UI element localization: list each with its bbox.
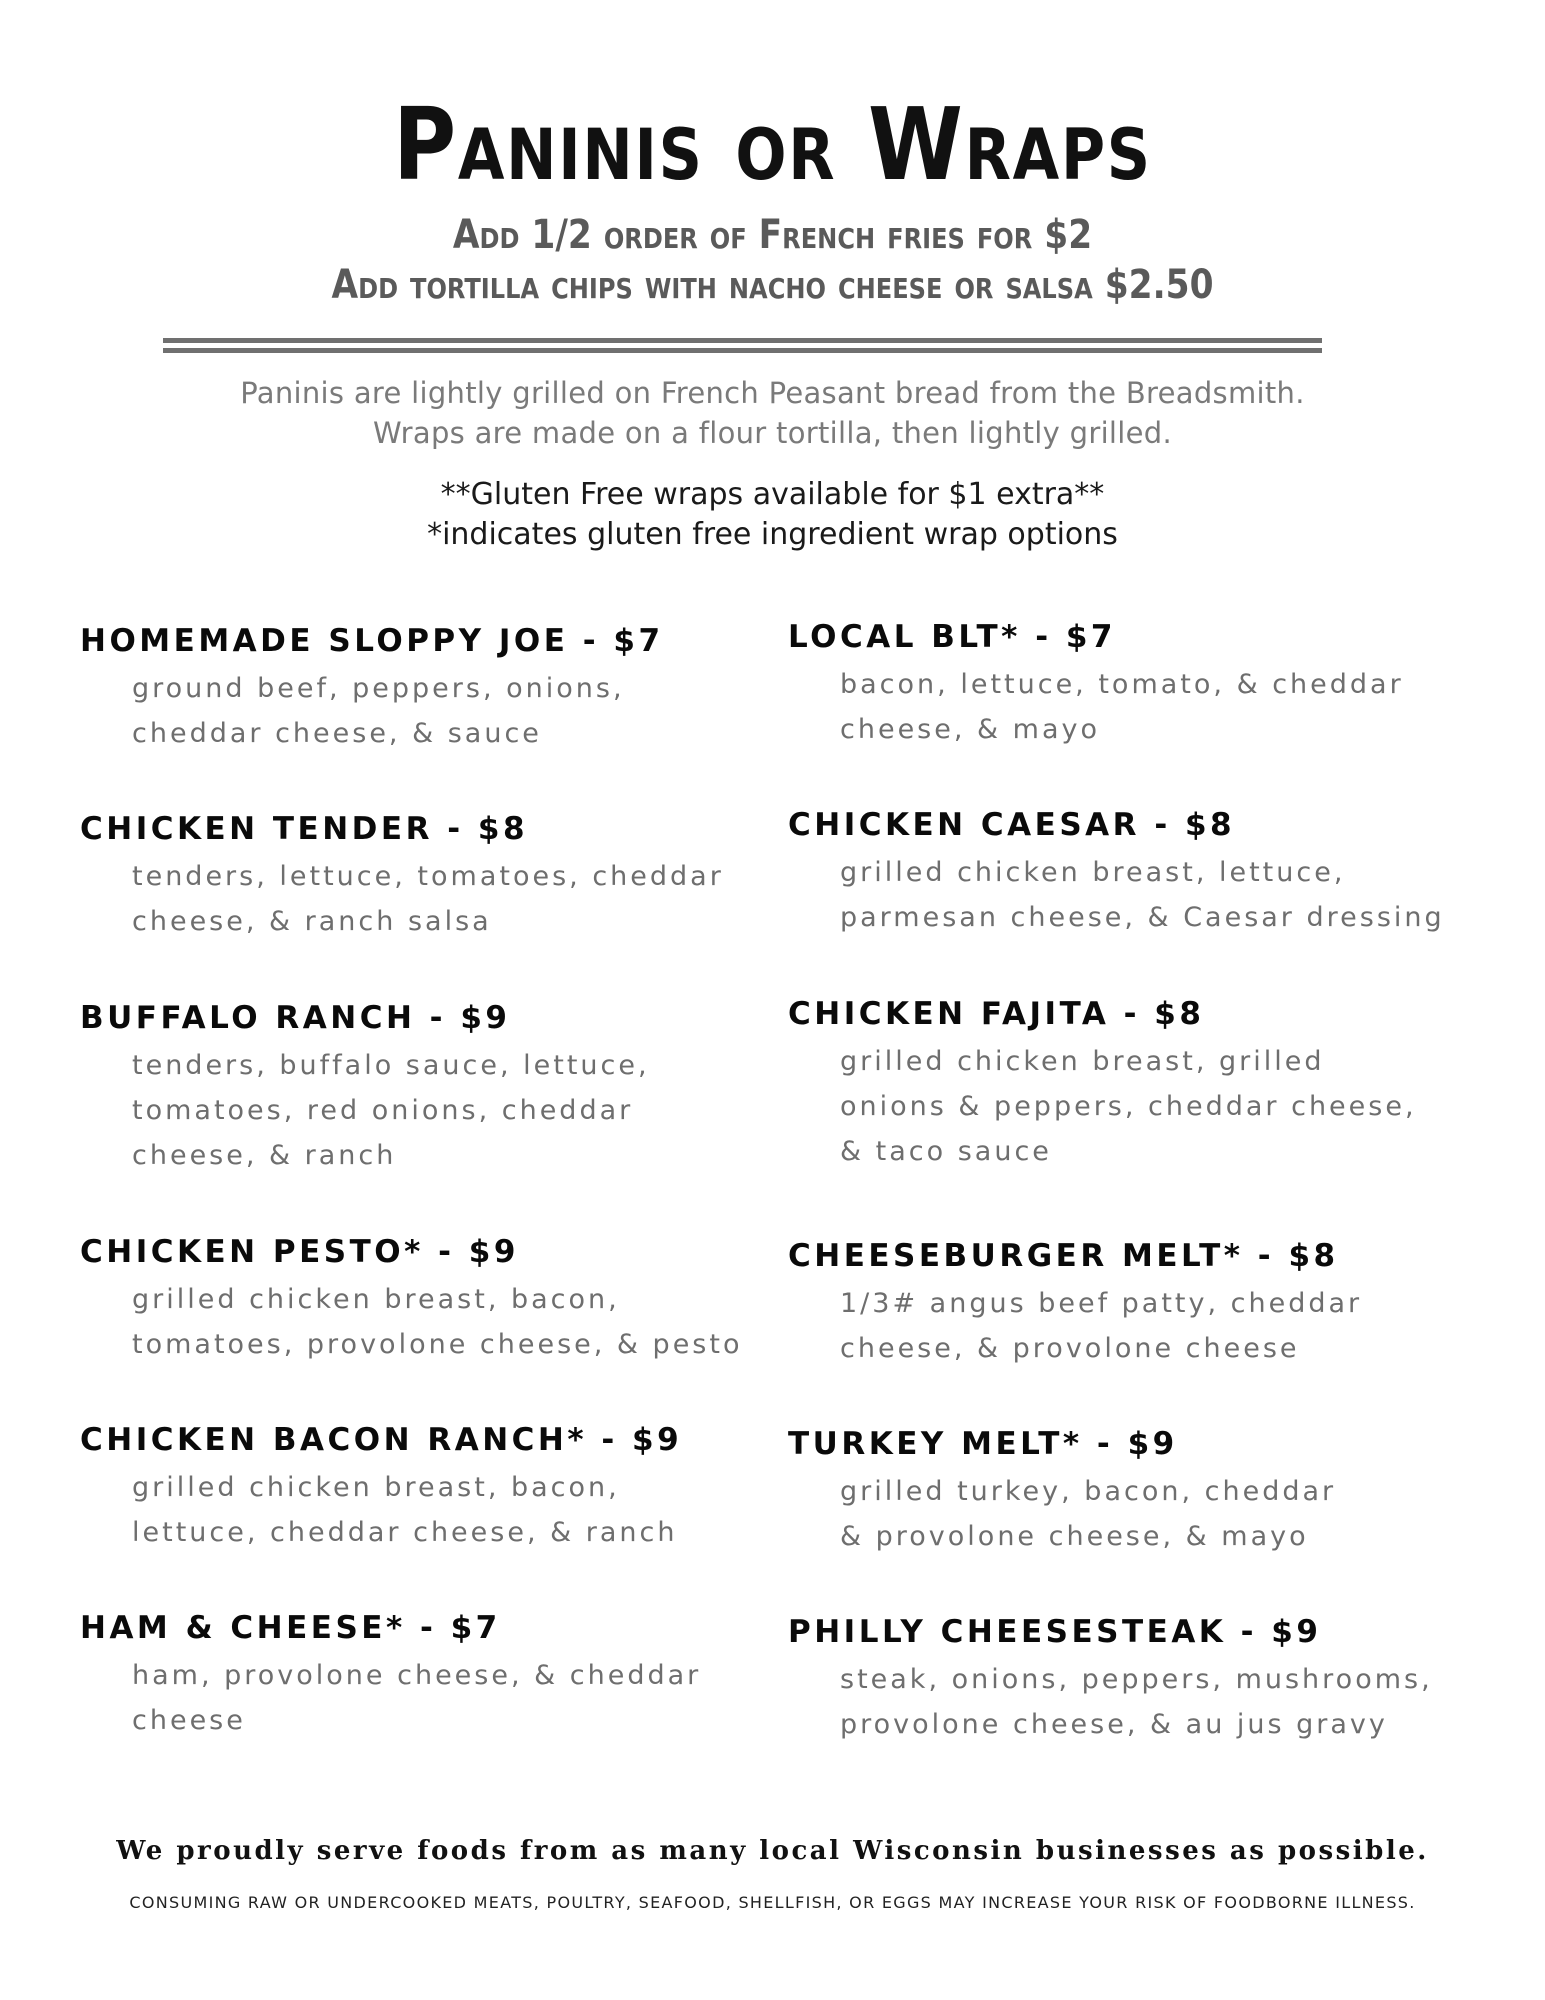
menu-item-chicken-pesto [80, 1231, 800, 1367]
divider-top [163, 338, 1322, 343]
menu-item-description: grilled chicken breast, lettuce, parmesan cheese, & Caesar dressing [840, 857, 1445, 933]
menu-item-title: CHICKEN BACON RANCH* - $9 [80, 1422, 683, 1458]
intro-wrap: Wraps are made on a flour tortilla, then lightly grilled. [372, 416, 1173, 450]
menu-item-title: CHICKEN FAJITA - $8 [788, 996, 1205, 1032]
menu-item-local-blt [788, 616, 1508, 752]
menu-item-description: tenders, buffalo sauce, lettuce, tomatoes, red onions, cheddar cheese, & ranch [132, 1050, 650, 1171]
addon-fries-note: Add 1/2 order of French fries for $2 [452, 212, 1093, 258]
menu-item-title: PHILLY CHEESESTEAK - $9 [788, 1614, 1322, 1650]
menu-item-title: CHICKEN TENDER - $8 [80, 811, 529, 847]
page-title: Paninis or Wraps [393, 86, 1152, 203]
divider-bottom [163, 348, 1322, 353]
menu-item-philly-cheesesteak [788, 1611, 1508, 1747]
gluten-free-legend: *indicates gluten free ingredient wrap options [427, 517, 1118, 552]
menu-item-title: CHEESEBURGER MELT* - $8 [788, 1238, 1339, 1274]
menu-item-chicken-caesar [788, 804, 1508, 940]
menu-item-sloppy-joe [80, 620, 800, 756]
menu-item-description: bacon, lettuce, tomato, & cheddar cheese, & mayo [840, 669, 1404, 745]
menu-item-title: CHICKEN CAESAR - $8 [788, 807, 1236, 843]
menu-item-title: TURKEY MELT* - $9 [788, 1426, 1178, 1462]
menu-item-title: HAM & CHEESE* - $7 [80, 1610, 501, 1646]
addon-chips-note: Add tortilla chips with nacho cheese or salsa $2.50 [331, 262, 1214, 308]
menu-item-chicken-tender [80, 808, 800, 944]
menu-item-description: grilled turkey, bacon, cheddar & provolone cheese, & mayo [840, 1476, 1337, 1552]
menu-item-description: grilled chicken breast, grilled onions & peppers, cheddar cheese, & taco sauce [840, 1046, 1417, 1167]
menu-item-description: grilled chicken breast, bacon, tomatoes, provolone cheese, & pesto [132, 1284, 743, 1360]
menu-item-description: ham, provolone cheese, & cheddar cheese [132, 1660, 702, 1736]
menu-item-title: BUFFALO RANCH - $9 [80, 1000, 511, 1036]
menu-item-title: CHICKEN PESTO* - $9 [80, 1234, 519, 1270]
menu-item-cheeseburger-melt [788, 1235, 1508, 1371]
menu-item-turkey-melt [788, 1423, 1508, 1559]
menu-item-title: HOMEMADE SLOPPY JOE - $7 [80, 623, 664, 659]
menu-item-description: steak, onions, peppers, mushrooms, provolone cheese, & au jus gravy [840, 1664, 1433, 1740]
menu-item-description: tenders, lettuce, tomatoes, cheddar cheese, & ranch salsa [132, 861, 724, 937]
menu-item-ham-cheese [80, 1607, 800, 1743]
menu-item-description: grilled chicken breast, bacon, lettuce, cheddar cheese, & ranch [132, 1472, 678, 1548]
menu-item-chicken-bacon-ranch [80, 1419, 800, 1555]
menu-item-buffalo-ranch [80, 997, 800, 1178]
menu-item-title: LOCAL BLT* - $7 [788, 619, 1116, 655]
menu-item-description: ground beef, peppers, onions, cheddar cheese, & sauce [132, 673, 625, 749]
menu-item-description: 1/3# angus beef patty, cheddar cheese, & provolone cheese [840, 1288, 1363, 1364]
local-sourcing-note: We proudly serve foods from as many local Wisconsin businesses as possible. [116, 1836, 1429, 1866]
food-safety-disclaimer: CONSUMING RAW OR UNDERCOOKED MEATS, POULTRY, SEAFOOD, SHELLFISH, OR EGGS MAY INCREASE YOUR RISK OF FOODBORNE ILLNESS. [129, 1893, 1416, 1912]
intro-panini: Paninis are lightly grilled on French Peasant bread from the Breadsmith. [240, 376, 1305, 410]
gluten-free-note: **Gluten Free wraps available for $1 extra** [440, 477, 1105, 512]
menu-item-chicken-fajita [788, 993, 1508, 1174]
